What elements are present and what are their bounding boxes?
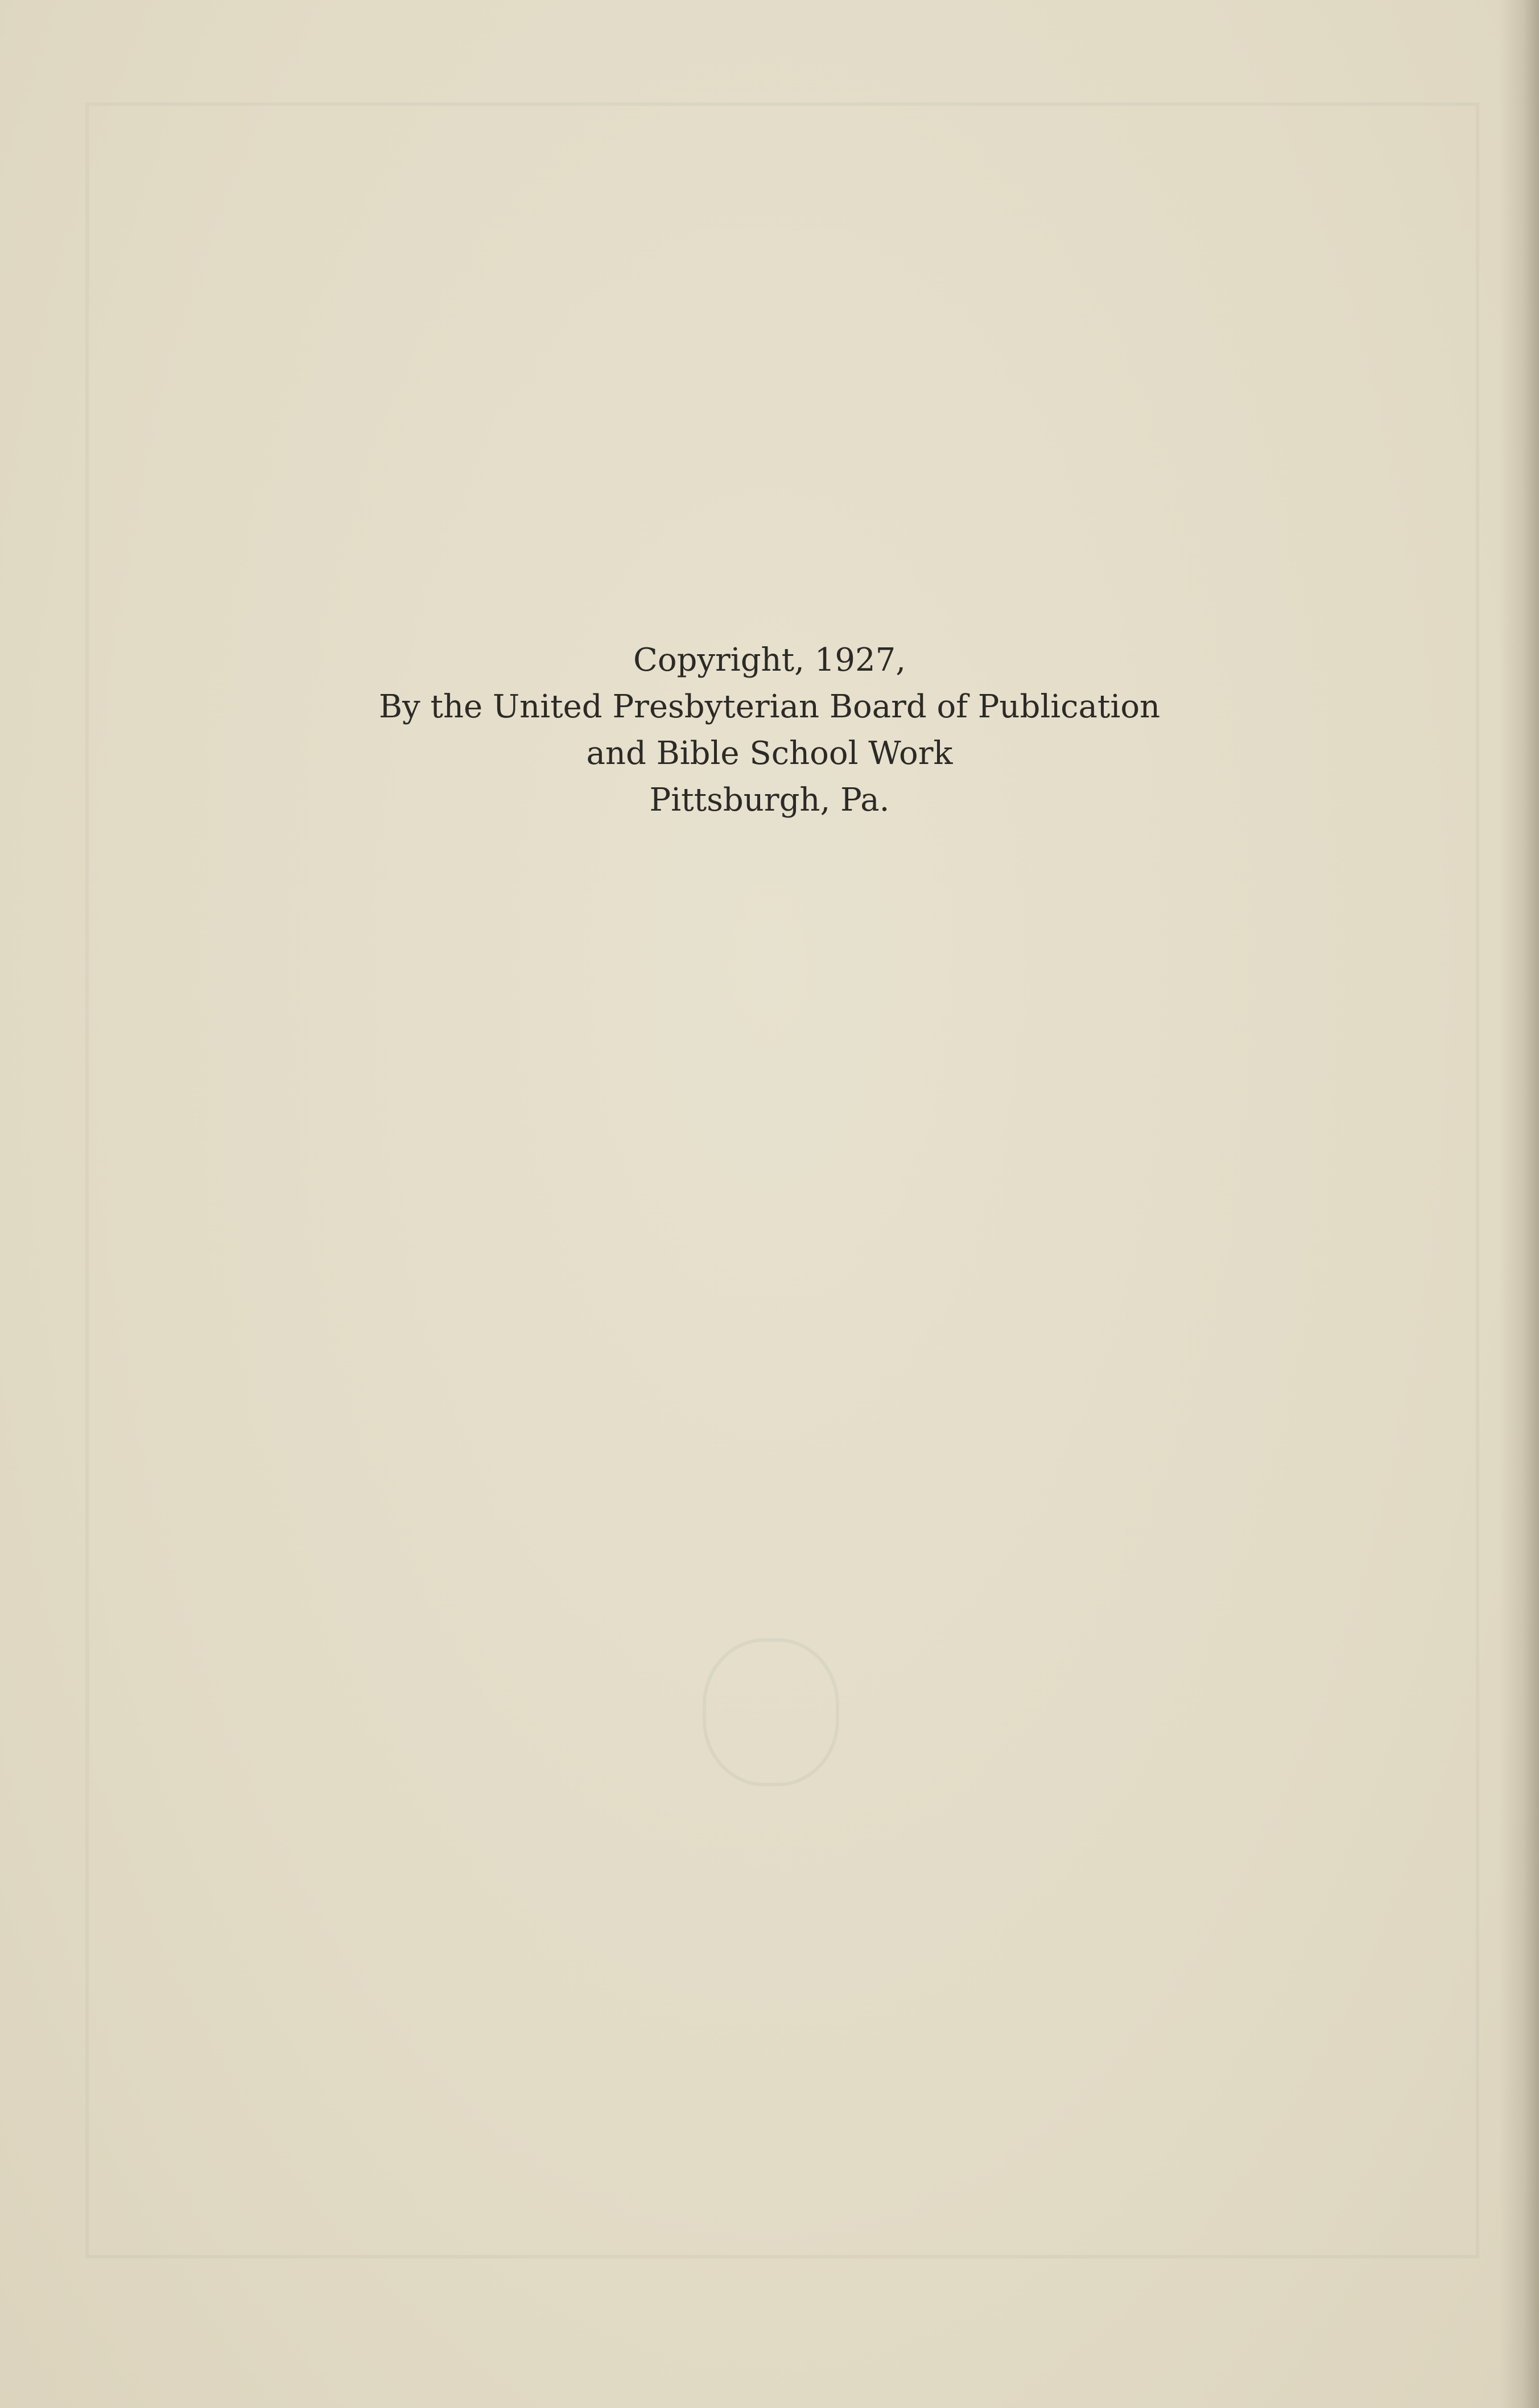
page-edge-shadow — [1499, 0, 1539, 2408]
show-through-frame — [85, 102, 1479, 2258]
location-line: Pittsburgh, Pa. — [649, 782, 890, 819]
publisher-line-continued: and Bible School Work — [586, 735, 953, 772]
copyright-notice — [0, 637, 1539, 824]
copyright-year-line: Copyright, 1927, — [633, 642, 906, 679]
show-through-ornament — [703, 1638, 839, 1786]
publisher-line: By the United Presbyterian Board of Publication — [378, 688, 1161, 725]
